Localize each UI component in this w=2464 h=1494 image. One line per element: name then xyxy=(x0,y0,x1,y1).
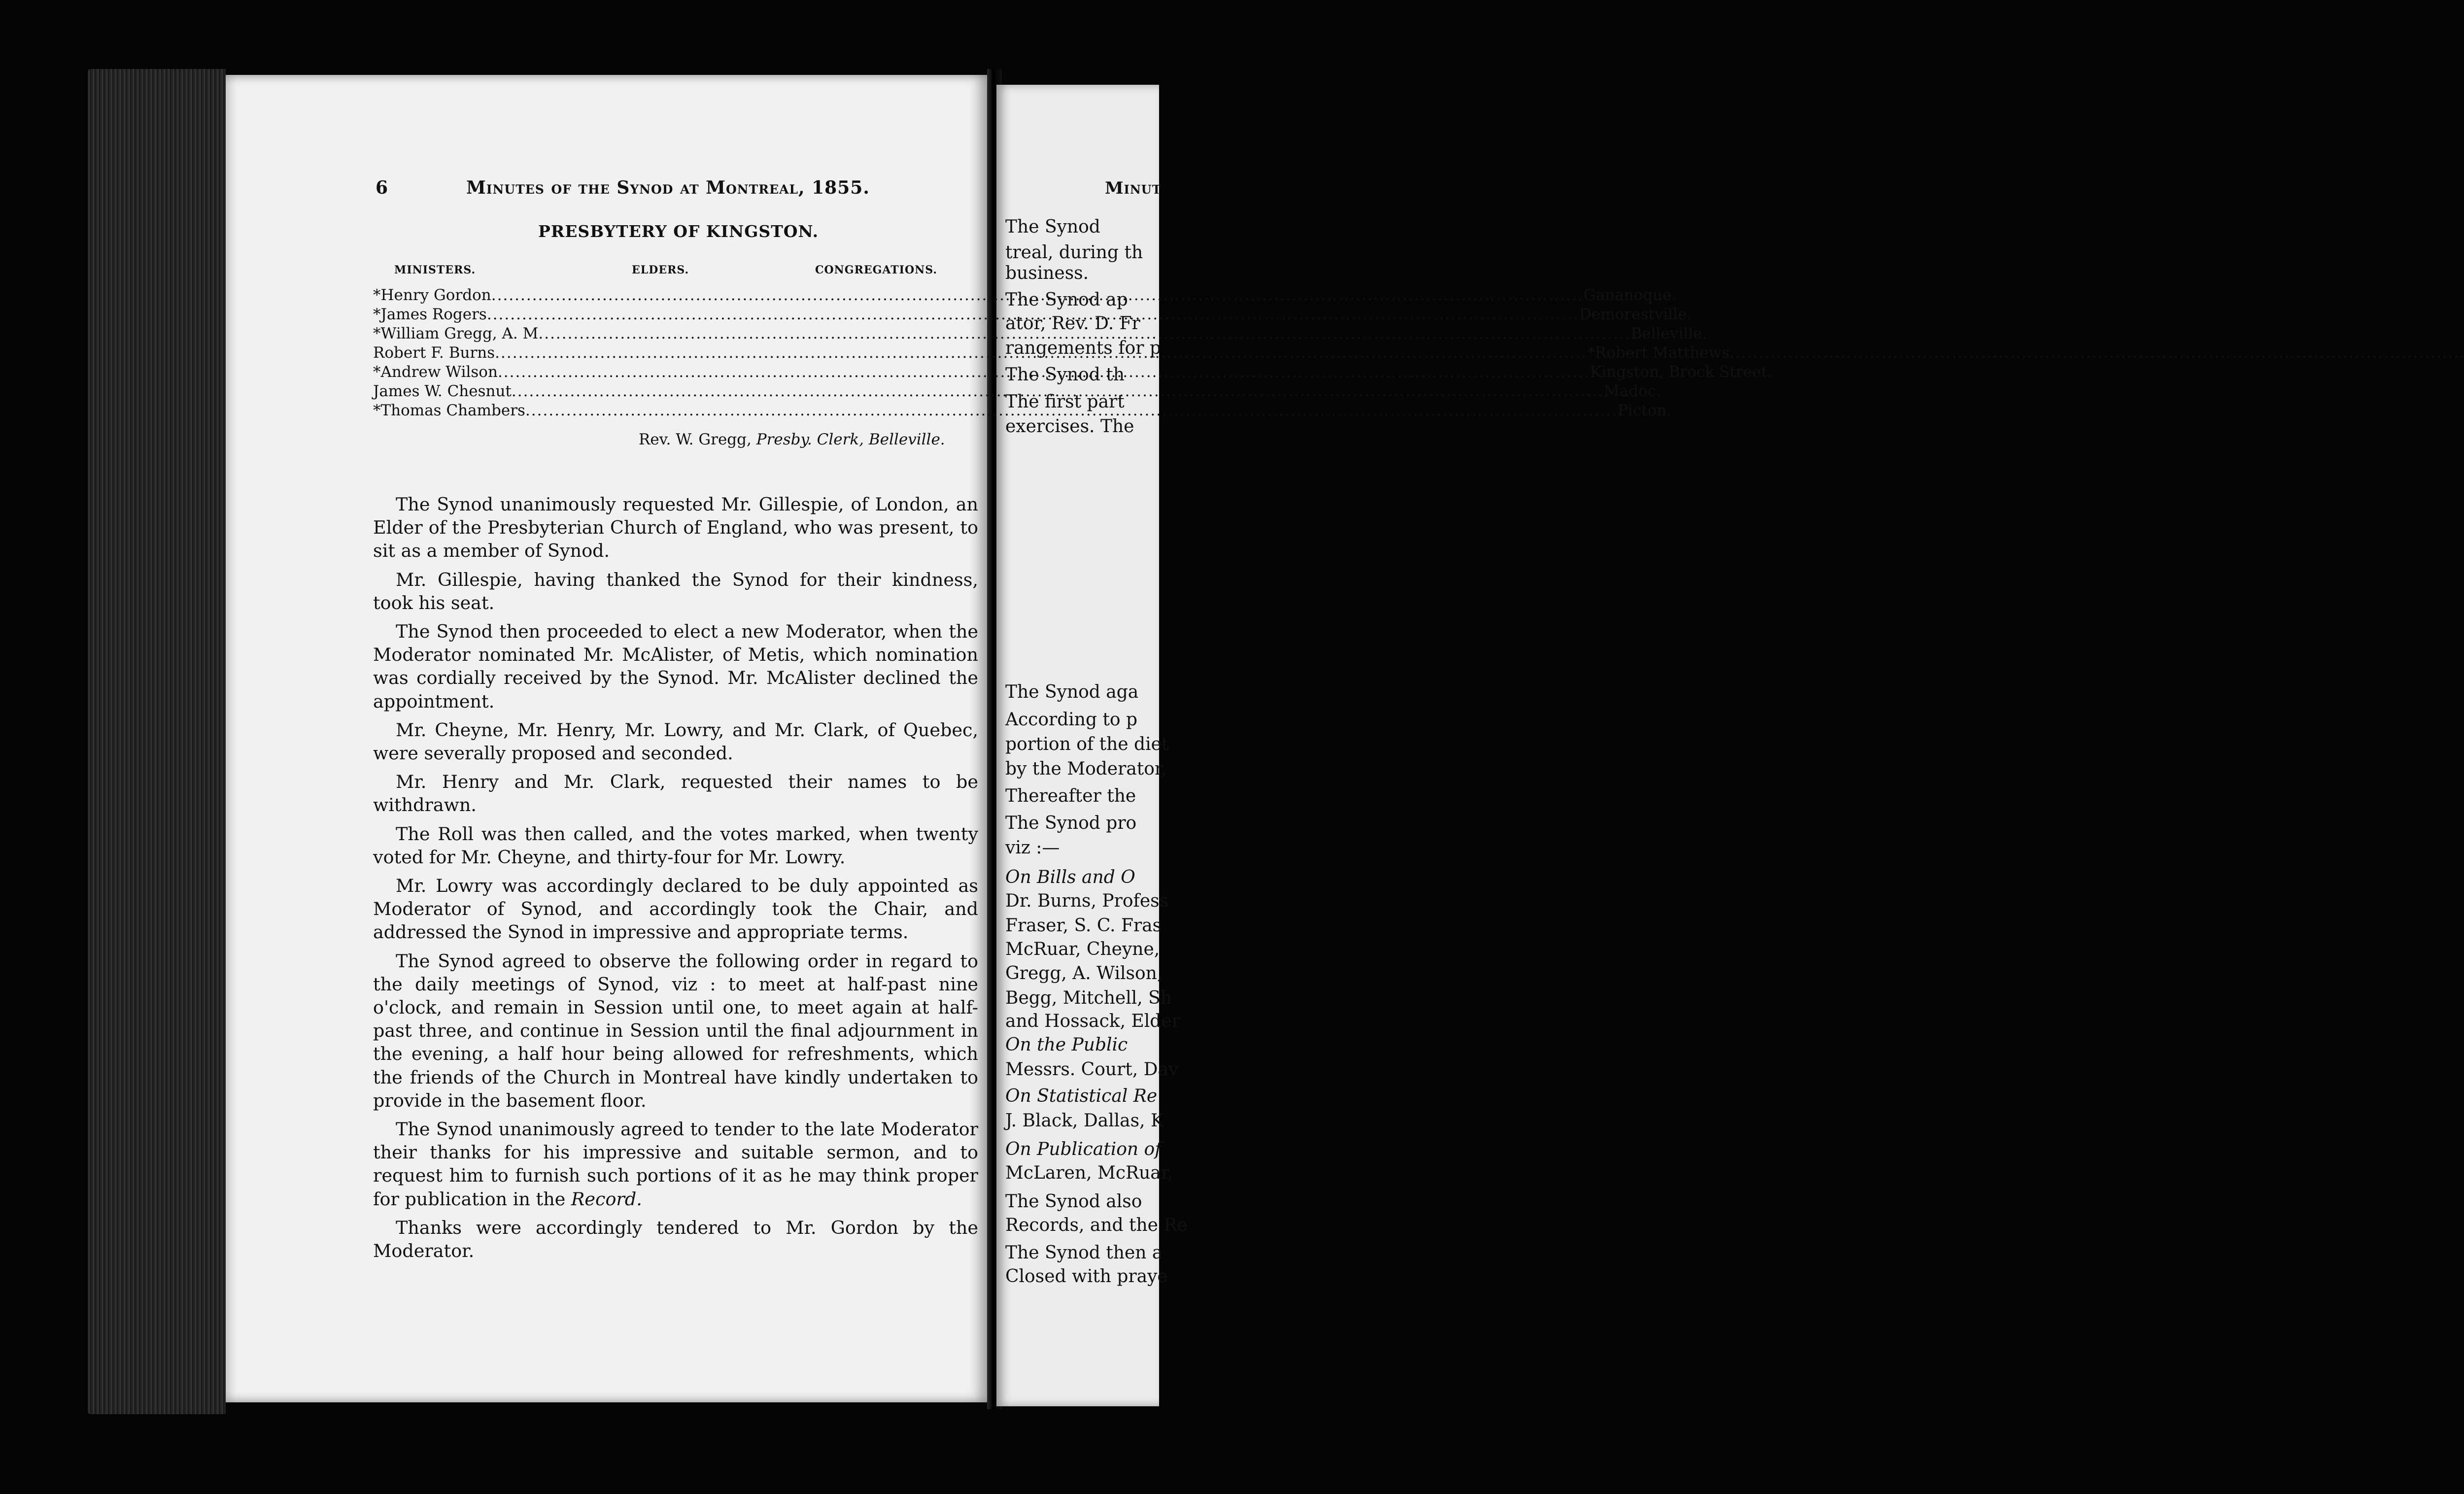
book-page-edges xyxy=(88,69,226,1414)
paragraph: Mr. Lowry was accordingly declared to be duly appointed as Moderator of Synod, and accordingly took the Chair, and addressed the Synod in impressive and appropriate terms. xyxy=(373,875,978,943)
presbytery-title: PRESBYTERY OF KINGSTON. xyxy=(538,222,819,241)
right-line: According to p xyxy=(1005,710,1138,730)
right-line: business. xyxy=(1005,263,1089,283)
minister-name: *William Gregg, A. M xyxy=(373,325,539,342)
paragraph: Mr. Henry and Mr. Clark, requested their names to be withdrawn. xyxy=(373,771,978,816)
record-title: Record. xyxy=(571,1188,642,1210)
right-line: rangements for p xyxy=(1005,338,1161,358)
right-line: treal, during th xyxy=(1005,242,1143,263)
right-line: The Synod ap xyxy=(1005,290,1128,310)
presbytery-clerk xyxy=(639,431,945,448)
column-header-elders: ELDERS. xyxy=(632,264,689,276)
paragraph: The Synod then proceeded to elect a new Moderator, when the Moderator nominated Mr. McAlister, of Metis, which nomination was cordially received by the Synod. Mr. McAlister declined the appointment. xyxy=(373,621,978,712)
right-line: On Bills and O xyxy=(1005,867,1135,887)
paragraph: Mr. Gillespie, having thanked the Synod for their kindness, took his seat. xyxy=(373,569,978,613)
right-running-title: Minut xyxy=(1105,178,1162,198)
right-line: The Synod pro xyxy=(1005,813,1137,833)
right-line: McLaren, McRuar, xyxy=(1005,1163,1173,1183)
congregation-name: Demorestville. xyxy=(1579,306,1692,323)
clerk-role: Presby. Clerk, Belleville. xyxy=(756,431,945,448)
roster-row xyxy=(373,324,1707,343)
minister-name: *James Rogers xyxy=(373,306,487,323)
paragraph: Mr. Cheyne, Mr. Henry, Mr. Lowry, and Mr. Clark, of Quebec, were severally proposed and seconded. xyxy=(373,719,978,764)
column-header-congregations: CONGREGATIONS. xyxy=(815,264,937,276)
roster-row xyxy=(373,382,1661,401)
right-line: On Publication of xyxy=(1005,1139,1162,1159)
right-line: and Hossack, Elder xyxy=(1005,1011,1180,1031)
right-line: Closed with praye xyxy=(1005,1266,1168,1287)
clerk-name: Rev. W. Gregg, xyxy=(639,431,752,448)
congregation-name: Gananoque. xyxy=(1583,286,1677,304)
right-line: The Synod also xyxy=(1005,1191,1142,1212)
paragraph: Thanks were accordingly tendered to Mr. Gordon by the Moderator. xyxy=(373,1217,978,1262)
right-line: On Statistical Re xyxy=(1005,1086,1158,1106)
running-title: Minutes of the Synod at Montreal, 1855. xyxy=(466,177,870,198)
right-line: by the Moderator, xyxy=(1005,759,1167,779)
right-line: ator, Rev. D. Fr xyxy=(1005,313,1140,334)
right-line: J. Black, Dallas, K xyxy=(1005,1111,1164,1131)
right-line: The first part xyxy=(1005,392,1125,412)
paragraph-text: The Synod unanimously agreed to tender to the late Moderator their thanks for his impressive and suitable sermon, and to request him to furnish such portions of it as he may think proper for publication in the xyxy=(373,1119,978,1210)
paragraph xyxy=(373,1118,978,1211)
paragraph: The Synod unanimously requested Mr. Gillespie, of London, an Elder of the Presbyterian Church of England, who was present, to sit as a member of Synod. xyxy=(373,494,978,562)
right-line: Fraser, S. C. Fras xyxy=(1005,916,1162,936)
right-line: Thereafter the xyxy=(1005,786,1136,806)
minister-name: *Andrew Wilson xyxy=(373,363,498,381)
right-line: McRuar, Cheyne, xyxy=(1005,939,1160,959)
right-line: On the Public xyxy=(1005,1035,1128,1055)
congregation-name: Belleville. xyxy=(1631,325,1707,342)
page-number: 6 xyxy=(376,177,388,198)
right-line: The Synod aga xyxy=(1005,682,1139,702)
column-header-ministers: MINISTERS. xyxy=(394,264,476,276)
right-line: Gregg, A. Wilson, xyxy=(1005,963,1163,984)
right-line: The Synod xyxy=(1005,217,1100,237)
congregation-name: Kingston, Brock Street. xyxy=(1590,363,1773,381)
minutes-body xyxy=(373,493,978,1268)
congregation-name: Picton. xyxy=(1617,402,1672,419)
right-line: Messrs. Court, Dav xyxy=(1005,1059,1179,1080)
paragraph: The Roll was then called, and the votes marked, when twenty voted for Mr. Cheyne, and thirty-four for Mr. Lowry. xyxy=(373,823,978,868)
paragraph: The Synod agreed to observe the following order in regard to the daily meetings of Synod, viz : to meet at half-past nine o'clock, and remain in Session until one, to meet again at half-past three, and continue in Session until the final adjournment in the evening, a half hour being allowed for refreshments, which the friends of the Church in Montreal have kindly undertaken to provide in the basement floor. xyxy=(373,950,978,1111)
right-line: The Synod th xyxy=(1005,365,1125,385)
right-line: The Synod then a xyxy=(1005,1243,1163,1263)
congregation-name: Madoc. xyxy=(1604,382,1661,400)
right-line: portion of the diet xyxy=(1005,734,1169,754)
minister-name: James W. Chesnut xyxy=(373,382,512,400)
right-line: exercises. The xyxy=(1005,416,1134,437)
minister-name: *Thomas Chambers xyxy=(373,402,525,419)
minister-name: *Henry Gordon xyxy=(373,286,491,304)
right-line: Dr. Burns, Profess xyxy=(1005,891,1169,911)
right-line: viz :— xyxy=(1005,838,1060,858)
right-line: Begg, Mitchell, Sh xyxy=(1005,988,1172,1008)
right-line: Records, and the Re xyxy=(1005,1215,1188,1235)
minister-name: Robert F. Burns xyxy=(373,344,495,362)
elder-name: *Robert Matthews xyxy=(1587,344,1730,362)
